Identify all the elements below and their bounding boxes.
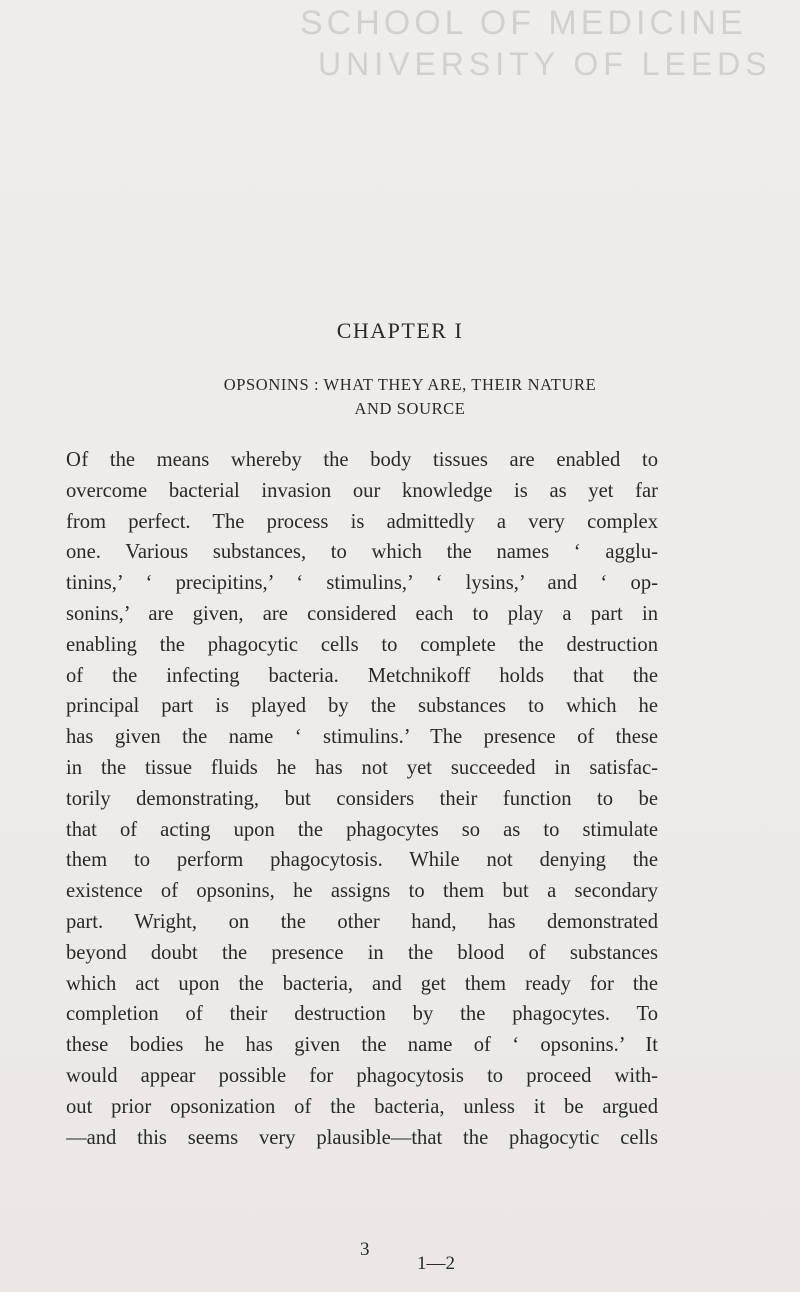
- chapter-title-line-2: AND SOURCE: [354, 399, 466, 418]
- text-line: completion of their destruction by the phagocytes. To: [66, 1003, 658, 1026]
- text-line: beyond doubt the presence in the blood of substances: [66, 941, 658, 964]
- text-line: has given the name ‘ stimulins.’ The presence of these: [66, 726, 658, 749]
- chapter-heading: CHAPTER I: [336, 318, 464, 343]
- signature-mark: 1—2: [417, 1253, 455, 1274]
- text-line: overcome bacterial invasion our knowledge is as yet far: [66, 479, 658, 502]
- library-stamp: [300, 4, 790, 82]
- text-line: existence of opsonins, he assigns to them but a secondary: [66, 880, 658, 903]
- text-line: that of acting upon the phagocytes so as to stimulate: [66, 818, 658, 841]
- stamp-line-1: SCHOOL OF MEDICINE: [300, 4, 747, 42]
- text-line: Of the means whereby the body tissues are enabled to: [66, 449, 658, 471]
- chapter-title-line-1: OPSONINS : WHAT THEY ARE, THEIR NATURE: [223, 375, 597, 394]
- text-line: sonins,’ are given, are considered each to play a part in: [66, 602, 658, 625]
- text-line: tinins,’ ‘ precipitins,’ ‘ stimulins,’ ‘ lysins,’ and ‘ op-: [66, 572, 658, 595]
- body-text: [66, 445, 658, 1153]
- page-number: 3: [360, 1239, 370, 1260]
- text-line: torily demonstrating, but considers their function to be: [66, 787, 658, 810]
- chapter-title: [60, 373, 760, 421]
- text-line: out prior opsonization of the bacteria, unless it be argued: [66, 1095, 658, 1118]
- text-line: part. Wright, on the other hand, has demonstrated: [66, 910, 658, 933]
- page-footer: [0, 1239, 800, 1274]
- text-line: —and this seems very plausible—that the phagocytic cells: [66, 1126, 658, 1149]
- text-line: principal part is played by the substances to which he: [66, 695, 658, 718]
- text-line: them to perform phagocytosis. While not denying the: [66, 849, 658, 872]
- stamp-line-2: UNIVERSITY OF LEEDS: [318, 46, 772, 82]
- text-line: enabling the phagocytic cells to complete the destruction: [66, 633, 658, 656]
- text-line: one. Various substances, to which the names ‘ agglu-: [66, 541, 658, 564]
- text-line: from perfect. The process is admittedly a very complex: [66, 510, 658, 533]
- text-line: which act upon the bacteria, and get them ready for the: [66, 972, 658, 995]
- text-line: would appear possible for phagocytosis to proceed with-: [66, 1064, 658, 1087]
- text-line: these bodies he has given the name of ‘ opsonins.’ It: [66, 1034, 658, 1057]
- text-line: in the tissue fluids he has not yet succeeded in satisfac-: [66, 756, 658, 779]
- text-line: of the infecting bacteria. Metchnikoff holds that the: [66, 664, 658, 687]
